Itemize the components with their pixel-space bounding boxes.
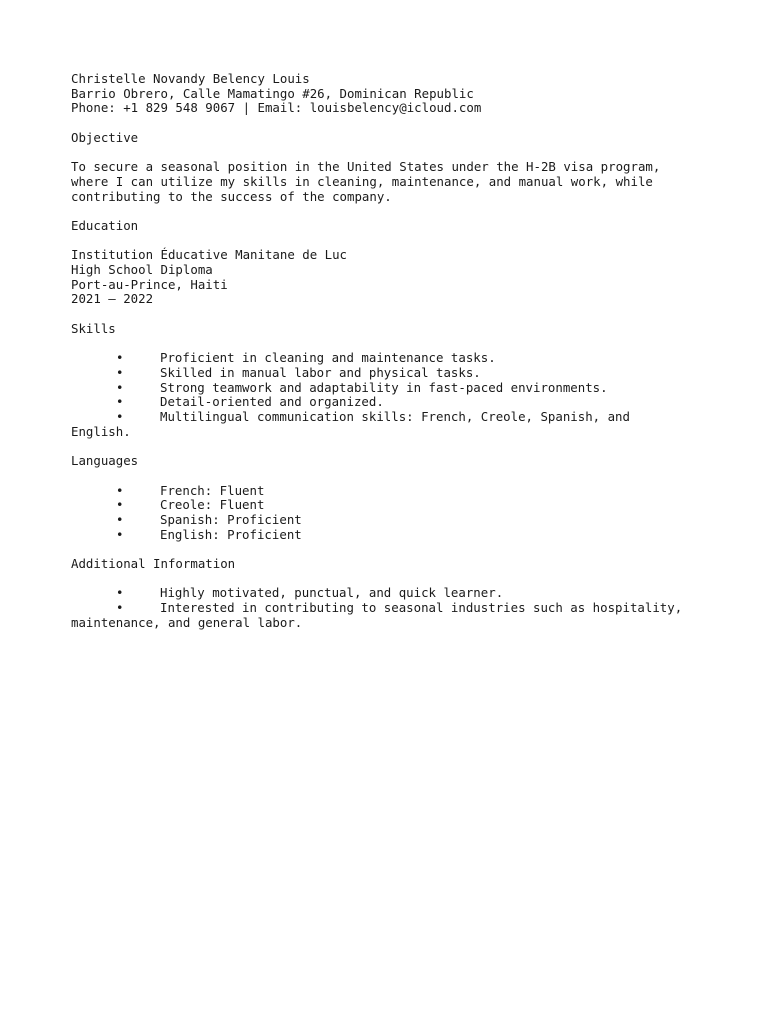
additional-list-item-continuation: maintenance, and general labor. bbox=[71, 614, 303, 630]
objective-heading: Objective bbox=[71, 129, 139, 145]
languages-heading: Languages bbox=[71, 453, 139, 469]
languages-list-item: • Creole: Fluent bbox=[116, 497, 265, 513]
bullet-icon: • bbox=[116, 511, 124, 527]
spacer bbox=[71, 204, 728, 219]
skills-list-item-continuation: English. bbox=[71, 423, 131, 439]
skills-list-item: • Strong teamwork and adaptability in fast-paced environments. bbox=[116, 379, 608, 395]
education-institution: Institution Éducative Manitane de Luc bbox=[71, 247, 348, 263]
languages-list-item: • Spanish: Proficient bbox=[116, 511, 302, 527]
languages-list bbox=[71, 484, 728, 543]
bullet-icon: • bbox=[116, 482, 124, 498]
additional-list bbox=[71, 586, 728, 630]
bullet-icon: • bbox=[116, 379, 124, 395]
bullet-icon: • bbox=[116, 585, 124, 601]
spacer bbox=[71, 116, 728, 131]
bullet-icon: • bbox=[116, 350, 124, 366]
education-degree: High School Diploma bbox=[71, 262, 213, 278]
languages-list-item: • English: Proficient bbox=[116, 526, 302, 542]
skills-list-item: • Detail-oriented and organized. bbox=[116, 394, 384, 410]
skills-list-item: • Skilled in manual labor and physical tasks. bbox=[116, 364, 481, 380]
spacer bbox=[71, 337, 728, 352]
objective-line: contributing to the success of the company. bbox=[71, 188, 392, 204]
education-years: 2021 – 2022 bbox=[71, 291, 154, 307]
applicant-address: Barrio Obrero, Calle Mamatingo #26, Dominican Republic bbox=[71, 85, 474, 101]
bullet-icon: • bbox=[116, 497, 124, 513]
objective-line: where I can utilize my skills in cleaning, maintenance, and manual work, while bbox=[71, 173, 653, 189]
applicant-name: Christelle Novandy Belency Louis bbox=[71, 71, 310, 86]
bullet-icon: • bbox=[116, 600, 124, 616]
skills-list-item: • Proficient in cleaning and maintenance tasks. bbox=[116, 350, 496, 366]
spacer bbox=[71, 572, 728, 587]
spacer bbox=[71, 146, 728, 161]
bullet-icon: • bbox=[116, 409, 124, 425]
bullet-icon: • bbox=[116, 394, 124, 410]
additional-list-item: • Interested in contributing to seasonal industries such as hospitality, bbox=[116, 600, 683, 616]
skills-heading: Skills bbox=[71, 320, 116, 336]
spacer bbox=[71, 542, 728, 557]
spacer bbox=[71, 234, 728, 249]
spacer bbox=[71, 469, 728, 484]
applicant-contact: Phone: +1 829 548 9067 | Email: louisbelency@icloud.com bbox=[71, 100, 482, 116]
skills-list-item: • Multilingual communication skills: French, Creole, Spanish, and bbox=[116, 409, 630, 425]
bullet-icon: • bbox=[116, 526, 124, 542]
spacer bbox=[71, 439, 728, 454]
additional-list-item: • Highly motivated, punctual, and quick learner. bbox=[116, 585, 504, 601]
bullet-icon: • bbox=[116, 364, 124, 380]
education-heading: Education bbox=[71, 217, 139, 233]
languages-list-item: • French: Fluent bbox=[116, 482, 265, 498]
additional-heading: Additional Information bbox=[71, 556, 236, 572]
skills-list bbox=[71, 351, 728, 439]
objective-line: To secure a seasonal position in the United States under the H-2B visa program, bbox=[71, 159, 661, 175]
spacer bbox=[71, 307, 728, 322]
education-location: Port-au-Prince, Haiti bbox=[71, 276, 228, 292]
